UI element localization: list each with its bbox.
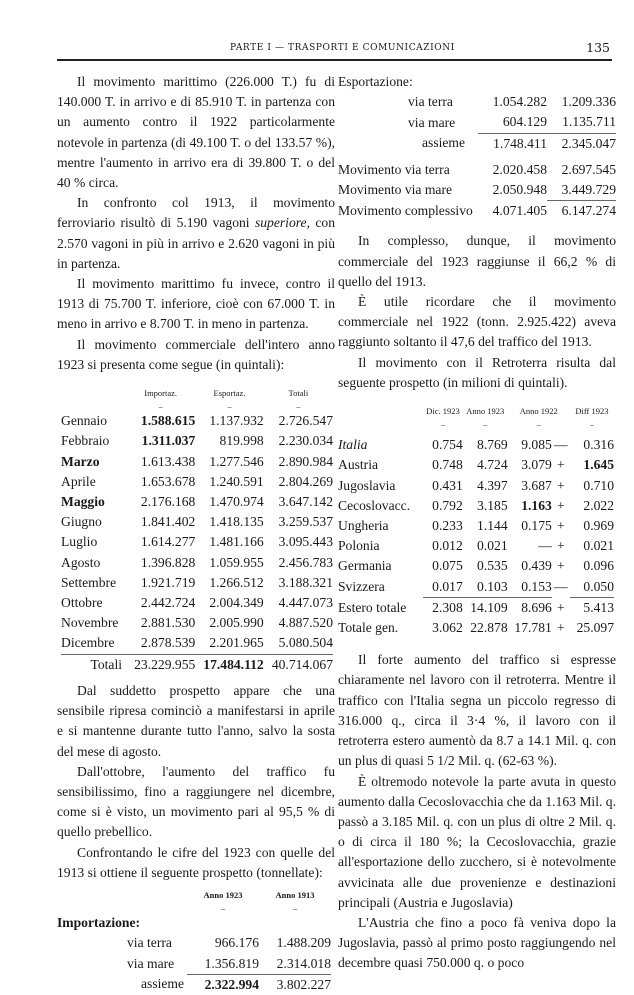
running-title: PARTE I — TRASPORTI E COMUNICAZIONI bbox=[230, 43, 455, 53]
total-row: Totali 23.229.955 17.484.112 40.714.067 bbox=[61, 654, 333, 675]
import-compare-table: Anno 1923 Anno 1913 – – Importazione: via terra 966.176 1.488.209 via mare 1.356.819 2.314.018 assieme 2.322.994 3.802.227 bbox=[57, 885, 331, 995]
paragraph: Dal suddetto prospetto appare che una sensibile ripresa cominciò a manifestarsi in aprile e si mantenne durante tutto l'anno, salvo la sosta del mese di agosto. bbox=[57, 682, 335, 759]
total-row: Totale gen. 3.062 22.878 17.781 + 25.097 bbox=[338, 620, 614, 636]
table-row: Marzo 1.613.438 1.277.546 2.890.984 bbox=[61, 453, 333, 469]
paragraph: Confrontando le cifre del 1923 con quelle del 1913 si ottiene il seguente prospetto (tonnellate): bbox=[57, 844, 335, 880]
monthly-table: Importaz. Esportaz. Totali – – – Gennaio 1.588.615 1.137.932 2.726.547 Febbraio 1.311.037 819.998 2.230.034 Marzo 1.613.438 1.277.546 2.890.984 Aprile 1.653.678 1.240.591 2.804.269 Maggio 2.176.168 1.470.974 3.647.142 Giugno 1.841.402 1.418.135 3.259.537 Luglio 1.614.277 1.481.166 3.095.443 Agosto 1.396.828 1.059.955 2.456.783 Settembre 1.921.719 1.266.512 3.188.321 Ottobre 2.442.724 2.004.349 4.447.073 Novembre 2.881.530 2.005.990 4.887.520 Dicembre 2.878.539 2.201.965 5.080.504 Totali 23.229.955 17.484.112 40.714.067 bbox=[61, 383, 333, 675]
column-header: Anno 1913 bbox=[275, 889, 315, 900]
text: In confronto col 1913, il movimento ferroviario risultò di 5.190 vagoni bbox=[57, 195, 335, 231]
section-label: Importazione: bbox=[57, 915, 141, 931]
total-row: Movimento complessivo 4.071.405 6.147.274 bbox=[338, 201, 616, 222]
text: , con 2.570 vagoni in più in arrivo e 2.620 vagoni in più in partenza. bbox=[57, 215, 335, 271]
column-header: Anno 1923 bbox=[203, 889, 243, 900]
paragraph: Il movimento marittimo fu invece, contro il 1913 di 75.700 T. inferiore, cioè con 67.000 T. in meno in arrivo e 8.700 T. in meno in partenza. bbox=[57, 276, 335, 332]
table-row: via terra 966.176 1.488.209 bbox=[127, 935, 331, 951]
table-row: Jugoslavia 0.431 4.397 3.687 + 0.710 bbox=[338, 477, 614, 493]
paragraph: L'Austria che fino a poco fà veniva dopo la Jugoslavia, passò al primo posto raggiungendo nel decembre quasi 750.000 q. o poco bbox=[338, 914, 616, 971]
section-label: Esportazione: bbox=[338, 74, 413, 89]
hinterland-table: Dic. 1923 Anno 1923 Anno 1922 Diff 1923 – – – – Italia 0.754 8.769 9.085 — 0.316 Austria 0.748 4.724 3.079 + 1.645 Jugoslavia 0.431 4.397 3.687 + 0.710 Cecoslovacc. 0.792 3.185 1.163 + 2.022 Ungheria 0.233 1.144 0.175 + 0.969 Polonia 0.012 0.021 — + 0.021 Germania 0.075 0.535 0.439 + 0.096 Svizzera 0.017 0.103 0.153 — 0.050 Estero totale 2.308 14.109 8.696 + 5.413 Totale gen. 3.062 22.878 17.781 + 25.097 bbox=[338, 401, 614, 638]
table-row: Novembre 2.881.530 2.005.990 4.887.520 bbox=[61, 615, 333, 631]
left-column bbox=[57, 72, 335, 995]
column-header: Anno 1923 bbox=[466, 406, 505, 417]
table-row: Aprile 1.653.678 1.240.591 2.804.269 bbox=[61, 473, 333, 489]
table-row: via mare 1.356.819 2.314.018 bbox=[127, 955, 331, 971]
table-row: Luglio 1.614.277 1.481.166 3.095.443 bbox=[61, 534, 333, 550]
table-row: Maggio 2.176.168 1.470.974 3.647.142 bbox=[61, 494, 333, 510]
emphasis: superiore bbox=[254, 215, 307, 231]
table-row: Ottobre 2.442.724 2.004.349 4.447.073 bbox=[61, 595, 333, 611]
table-row: Svizzera 0.017 0.103 0.153 — 0.050 bbox=[338, 578, 614, 594]
table-row: Giugno 1.841.402 1.418.135 3.259.537 bbox=[61, 514, 333, 530]
header-rule bbox=[57, 59, 612, 61]
table-row: Settembre 1.921.719 1.266.512 3.188.321 bbox=[61, 574, 333, 590]
table-row: Dicembre 2.878.539 2.201.965 5.080.504 bbox=[61, 635, 333, 651]
total-row: assieme 2.322.994 3.802.227 bbox=[57, 974, 331, 995]
paragraph bbox=[57, 193, 335, 274]
table-row: via terra 1.054.282 1.209.336 bbox=[408, 94, 616, 110]
table-row: Cecoslovacc. 0.792 3.185 1.163 + 2.022 bbox=[338, 497, 614, 513]
table-row: Agosto 1.396.828 1.059.955 2.456.783 bbox=[61, 554, 333, 570]
paragraph: Il movimento marittimo (226.000 T.) fu di 140.000 T. in arrivo e di 85.910 T. in partenza con un aumento contro il 1922 particolarmente notevole in partenza (di 49.100 T. o del 133.57 %), mentre l'aumento in arrivo era di 39.800 T. o del 40 % circa. bbox=[57, 74, 335, 191]
paragraph: Il forte aumento del traffico si espresse chiaramente nel lavoro con il retroterra. Mentre il traffico con l'Italia segna un piccolo regresso di 316.000 q., circa il 3·4 %, il lavoro con il retroterra estero aumentò da 8.7 a 14.1 Mil. q. con un plus di quasi 5 1/2 Mil. q. (62-63 %). bbox=[338, 652, 616, 769]
paragraph: In complesso, dunque, il movimento commerciale del 1923 raggiunse il 66,2 % di quello del 1913. bbox=[338, 233, 616, 289]
table-row: Austria 0.748 4.724 3.079 + 1.645 bbox=[338, 457, 614, 473]
paragraph: È oltremodo notevole la parte avuta in questo aumento dalla Cecoslovacchia che da 1.163 Mil. q. passò a 3.185 Mil. q. con un plus di oltre 2 Mil. q. o di circa il 180 %; la Cecoslovacchia, grazie all'esportazione dello zucchero, si è notevolmente avvicinata alle due provenienze e destinazioni principali (Austria e Jugoslavia) bbox=[338, 773, 616, 910]
paragraph: Dall'ottobre, l'aumento del traffico fu sensibilissimo, fino a raggiungere nel dicembre, come si è visto, un movimento pari al 95,5 % di quello prebellico. bbox=[57, 763, 335, 840]
paragraph: Il movimento commerciale dell'intero anno 1923 si presenta come segue (in quintali): bbox=[57, 336, 335, 372]
running-header bbox=[57, 39, 612, 59]
table-row: Italia 0.754 8.769 9.085 — 0.316 bbox=[338, 437, 614, 453]
export-compare-table bbox=[338, 72, 616, 221]
table-row: Gennaio 1.588.615 1.137.932 2.726.547 bbox=[61, 413, 333, 429]
paragraph: Il movimento con il Retroterra risulta dal seguente prospetto (in milioni di quintali). bbox=[338, 354, 616, 390]
total-row: assieme 1.748.411 2.345.047 bbox=[338, 133, 616, 154]
right-column bbox=[338, 72, 616, 974]
column-header: Totali bbox=[288, 388, 309, 399]
paragraph: È utile ricordare che il movimento commerciale nel 1922 (tonn. 2.925.422) aveva raggiunto soltanto il 47,6 del traffico del 1913. bbox=[338, 294, 616, 350]
page-number: 135 bbox=[586, 40, 610, 55]
table-row: via mare 604.129 1.135.711 bbox=[408, 114, 616, 130]
column-header: Anno 1922 bbox=[519, 406, 558, 417]
table-row: Movimento via terra 2.020.458 2.697.545 bbox=[338, 161, 616, 177]
table-row: Febbraio 1.311.037 819.998 2.230.034 bbox=[61, 433, 333, 449]
column-header: Importaz. bbox=[144, 388, 178, 399]
table-row: Movimento via mare 2.050.948 3.449.729 bbox=[338, 182, 616, 198]
total-row: Estero totale 2.308 14.109 8.696 + 5.413 bbox=[338, 597, 614, 618]
table-row: Polonia 0.012 0.021 — + 0.021 bbox=[338, 538, 614, 554]
column-header: Diff 1923 bbox=[575, 406, 609, 417]
column-header: Dic. 1923 bbox=[426, 406, 460, 417]
table-row: Ungheria 0.233 1.144 0.175 + 0.969 bbox=[338, 518, 614, 534]
column-header: Esportaz. bbox=[213, 388, 246, 399]
table-row: Germania 0.075 0.535 0.439 + 0.096 bbox=[338, 558, 614, 574]
